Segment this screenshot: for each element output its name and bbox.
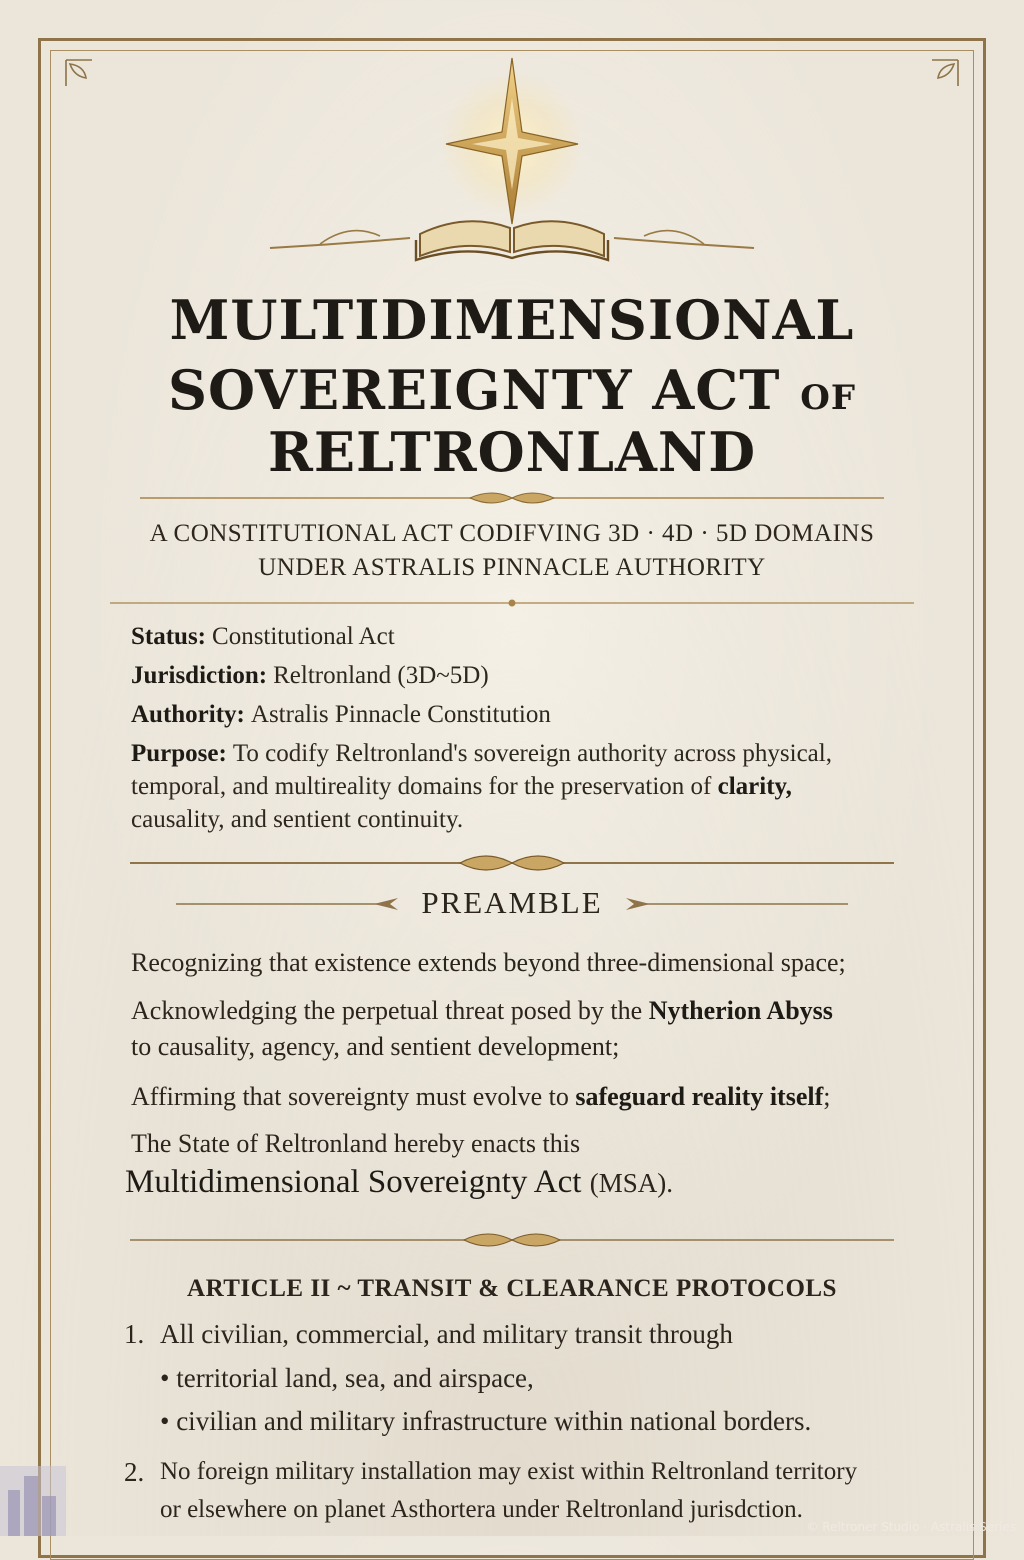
article-bullet-2-text: civilian and military infrastructure within national borders. (176, 1406, 812, 1436)
jurisdiction-row (131, 659, 931, 692)
preamble-paragraph-2 (131, 993, 833, 1029)
article-item-2-number: 2. (124, 1457, 145, 1487)
bullet-dot-icon: • (160, 1406, 177, 1436)
jurisdiction-value: Reltronland (3D~5D) (273, 662, 489, 689)
purpose-clarity: clarity, (717, 773, 792, 800)
act-name (125, 1164, 673, 1201)
star-over-open-book-icon (260, 52, 764, 262)
purpose-line-2: temporal, and multireality domains for the preservation of (131, 773, 712, 800)
article-top-divider (130, 1226, 894, 1254)
bullet-dot-icon: • (160, 1363, 177, 1393)
footer-credit: © Reltroner Studio · Astralis Series (806, 1520, 1016, 1534)
subtitle-line-1: A CONSTITUTIONAL ACT CODIFVING 3D · 4D · 5D DOMAINS (149, 520, 875, 547)
status-row (131, 620, 931, 653)
purpose-line-3: causality, and sentient continuity. (131, 806, 464, 833)
document-title-line-2-main: SOVEREIGNTY ACT (167, 358, 781, 422)
authority-value: Astralis Pinnacle Constitution (250, 701, 551, 728)
preamble-heading: PREAMBLE (421, 885, 603, 920)
act-abbreviation: (MSA). (589, 1168, 673, 1198)
article-item-1-number: 1. (124, 1319, 145, 1349)
purpose-line-2-row (131, 770, 931, 803)
corner-ornament-top-left-icon (62, 56, 122, 100)
article-bullet-1 (160, 1360, 534, 1396)
article-item-2-line-2: or elsewhere on planet Asthortera under Reltronland jurisdction. (160, 1496, 803, 1523)
subtitle-line-2: UNDER ASTRALIS PINNACLE AUTHORITY (258, 554, 766, 581)
authority-row (131, 698, 931, 731)
article-bullet-1-text: territorial land, sea, and airspace, (176, 1363, 534, 1393)
preamble-paragraph-2-end: to causality, agency, and sentient development; (131, 1032, 620, 1061)
article-heading: ARTICLE II ~ TRANSIT & CLEARANCE PROTOCOLS (187, 1275, 837, 1302)
preamble-paragraph-3-start: Affirming that sovereignty must evolve to (131, 1082, 569, 1111)
preamble-top-divider (130, 846, 894, 880)
purpose-row (131, 737, 931, 770)
article-item-1-text: All civilian, commercial, and military transit through (160, 1319, 733, 1349)
status-value: Constitutional Act (212, 623, 395, 650)
preamble-paragraph-2-start: Acknowledging the perpetual threat posed by the (131, 996, 643, 1025)
preamble-paragraph-3 (131, 1079, 831, 1115)
title-divider-ornament (140, 484, 884, 514)
safeguard-reality: safeguard reality itself (575, 1082, 824, 1111)
preamble-paragraph-1: Recognizing that existence extends beyond three-dimensional space; (131, 948, 846, 977)
document-title-line-2 (50, 358, 974, 422)
act-name-text: Multidimensional Sovereignty Act (125, 1164, 582, 1200)
nytherion-abyss: Nytherion Abyss (648, 996, 833, 1025)
status-label: Status: (131, 623, 207, 650)
preamble-paragraph-4: The State of Reltronland hereby enacts this (131, 1129, 581, 1158)
article-item-2-line-1: No foreign military installation may exist within Reltronland territory (160, 1458, 858, 1485)
preamble-paragraph-3-end: ; (823, 1082, 831, 1111)
document-title-of: OF (800, 378, 857, 418)
document-title-line-3: RELTRONLAND (267, 420, 757, 484)
purpose-line-1: To codify Reltronland's sovereign authority across physical, (232, 740, 832, 767)
purpose-label: Purpose: (131, 740, 227, 767)
authority-label: Authority: (131, 701, 245, 728)
jurisdiction-label: Jurisdiction: (131, 662, 268, 689)
subtitle-divider (110, 594, 914, 612)
article-bullet-2 (160, 1403, 811, 1439)
corner-ornament-top-right-icon (902, 56, 962, 100)
city-watermark-icon (0, 1466, 66, 1536)
document-title-line-1: MULTIDIMENSIONAL (169, 288, 855, 352)
